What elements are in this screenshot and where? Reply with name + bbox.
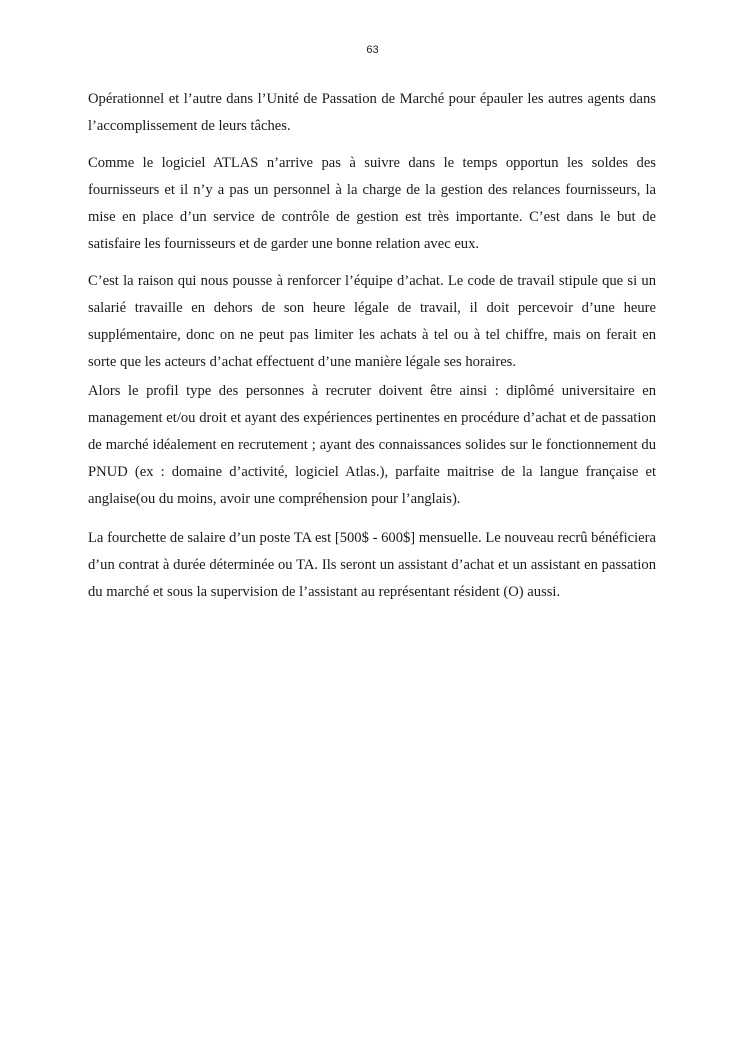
paragraph-salaire: La fourchette de salaire d’un poste TA est [500$ - 600$] mensuelle. Le nouveau recrû bénéficiera d’un contrat à durée déterminée ou TA. Ils seront un assistant d’achat et un assistant en passation du marché et sous la supervision de l’assistant au représentant résident (O) aussi. — [88, 530, 656, 600]
paragraph-profil-type: Alors le profil type des personnes à recruter doivent être ainsi : diplômé universitaire en management et/ou droit et ayant des expériences pertinentes en procédure d’achat et de passation de marché idéalement en recrutement ; ayant des connaissances solides sur le fonctionnement du PNUD (ex : domaine d’activité, logiciel Atlas.), parfaite maitrise de la langue française et anglaise(ou du moins, avoir une compréhension pour l’anglais). — [88, 383, 656, 507]
paragraph-continuation: Opérationnel et l’autre dans l’Unité de Passation de Marché pour épauler les autres agents dans l’accomplissement de leurs tâches. — [88, 91, 656, 134]
body-text — [88, 86, 656, 606]
paragraph-equipe-achat: C’est la raison qui nous pousse à renforcer l’équipe d’achat. Le code de travail stipule que si un salarié travaille en dehors de son heure légale de travail, il doit percevoir d’une heure supplémentaire, donc on ne peut pas limiter les achats à tel ou à tel chiffre, mais on ferait en sorte que les acteurs d’achat effectuent d’une manière légale ses horaires. — [88, 273, 656, 370]
page-number: 63 — [366, 44, 379, 56]
paragraph-atlas: Comme le logiciel ATLAS n’arrive pas à suivre dans le temps opportun les soldes des fournisseurs et il n’y a pas un personnel à la charge de la gestion des relances fournisseurs, la mise en place d’un service de contrôle de gestion est très importante. C’est dans le but de satisfaire les fournisseurs et de garder une bonne relation avec eux. — [88, 155, 656, 252]
